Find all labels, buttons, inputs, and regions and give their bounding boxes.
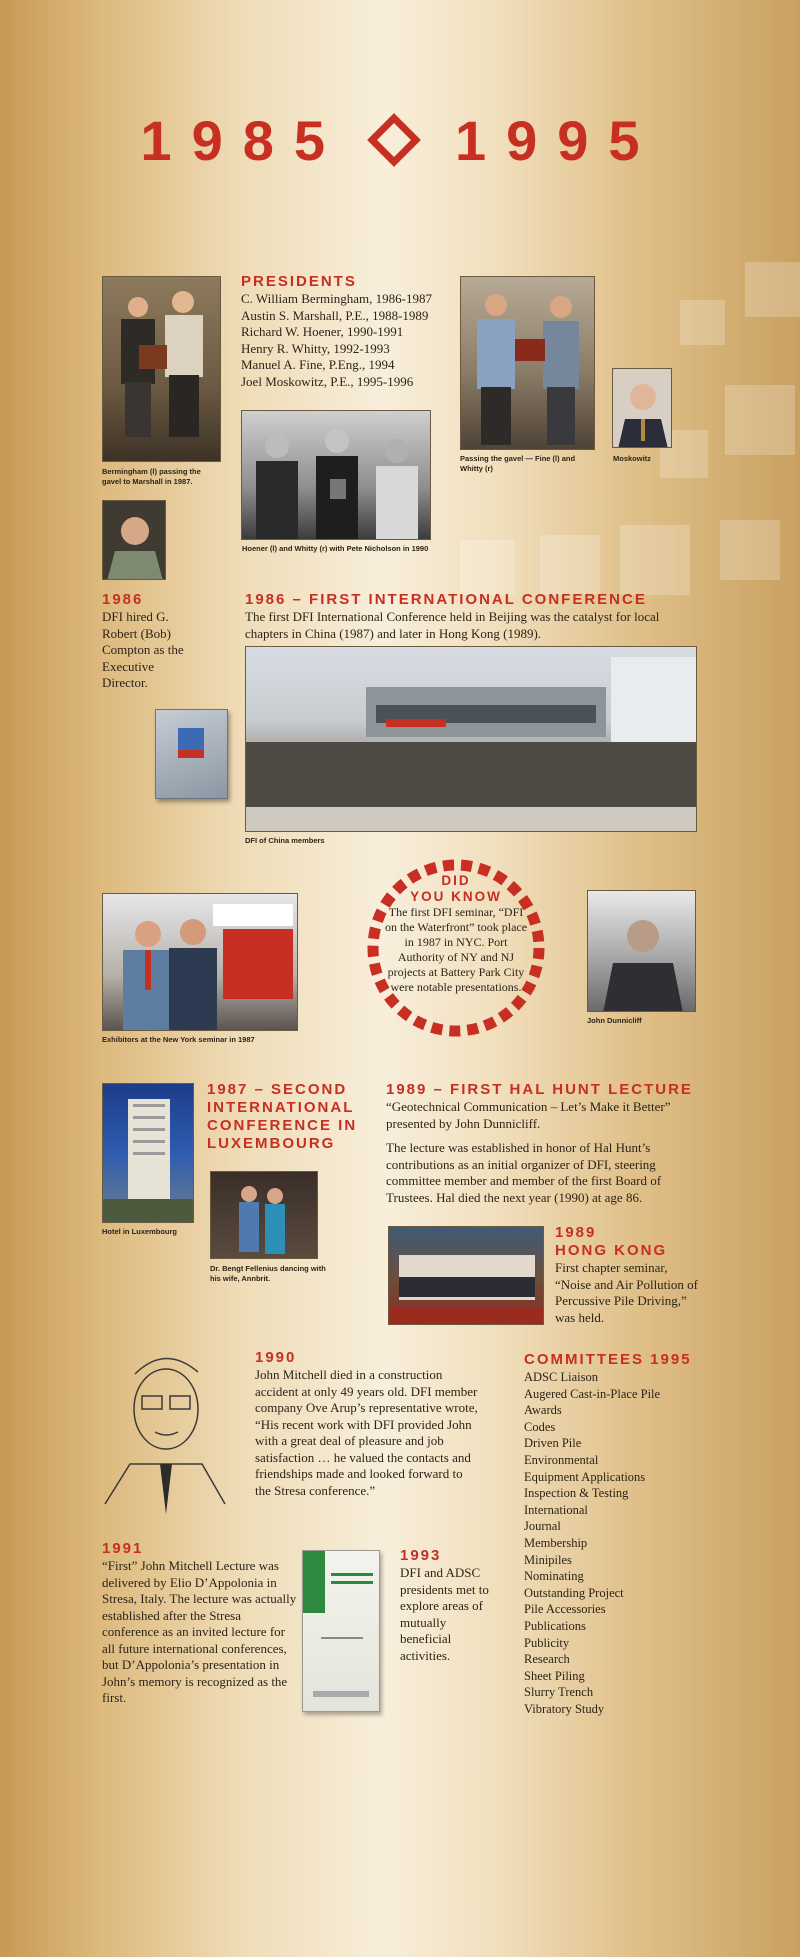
text-1989-hong-kong: First chapter seminar, “Noise and Air Pollution of Percussive Pile Driving,” was held. [555, 1260, 698, 1325]
president-name: Austin S. Marshall, P.E., 1988-1989 [241, 307, 429, 323]
caption-bermingham: Bermingham (l) passing the gavel to Marshall in 1987. [102, 467, 201, 486]
committee-item: Membership [524, 1535, 588, 1550]
presidents-section [241, 273, 461, 390]
mitchell-sketch [100, 1344, 230, 1526]
portrait-illustration [588, 891, 696, 1012]
decorative-square [680, 300, 725, 345]
caption-exhibitors: Exhibitors at the New York seminar in 1987 [102, 1035, 255, 1044]
text-1989-lecture-2: The lecture was established in honor of Hal Hunt’s contributions as an initial organizer of DFI, steering committee member and member of the first Board of Trustees. Hal died the next year (1990) at age 86. [386, 1140, 662, 1205]
decorative-square [720, 520, 780, 580]
committee-item: Publications [524, 1618, 586, 1633]
caption-moskowitz: Moskowitz [613, 454, 651, 463]
heading-1990: 1990 [255, 1349, 297, 1366]
section-1990 [255, 1349, 480, 1499]
decorative-square [620, 525, 690, 595]
bermingham-photo [102, 276, 221, 462]
committee-item: Codes [524, 1419, 556, 1434]
committees-list [524, 1369, 709, 1717]
heading-1989-lecture: 1989 – FIRST HAL HUNT LECTURE [386, 1081, 693, 1098]
caption-china: DFI of China members [245, 836, 325, 845]
committee-item: Journal [524, 1519, 561, 1534]
section-1991 [102, 1540, 300, 1707]
presidents-heading: PRESIDENTS [241, 273, 357, 290]
compton-photo [102, 500, 166, 580]
caption-hoener: Hoener (l) and Whitty (r) with Pete Nicholson in 1990 [242, 544, 429, 553]
text-1990: John Mitchell died in a construction accident at only 49 years old. DFI member company Ove Arup’s representative wrote, “His recent work with DFI provided John with a great deal of pleasure and job satisfaction … he valued the contacts and friendships made and looked forward to the Stresa conference.” [255, 1367, 478, 1498]
committees-heading: COMMITTEES 1995 [524, 1351, 692, 1368]
text-1986-conference: The first DFI International Conference held in Beijing was the catalyst for local chapters in China (1987) and later in Hong Kong (1989). [245, 609, 660, 641]
portrait-illustration [613, 369, 672, 448]
people-illustration [103, 894, 298, 1031]
committee-item: Vibratory Study [524, 1701, 605, 1716]
section-1989-lecture [386, 1081, 694, 1206]
decorative-square [745, 262, 800, 317]
heading-1991: 1991 [102, 1540, 144, 1557]
did-you-know-heading-1: DID [441, 873, 471, 888]
china-members-photo [245, 646, 697, 832]
president-name: Richard W. Hoener, 1990-1991 [241, 324, 404, 339]
committee-item: Environmental [524, 1452, 599, 1467]
committee-item: International [524, 1502, 588, 1517]
fine-whitty-photo [460, 276, 595, 450]
section-1993 [400, 1547, 492, 1664]
portrait-sketch-illustration [100, 1344, 230, 1526]
heading-1989-hk-year: 1989 [555, 1224, 597, 1241]
heading-1986-conference: 1986 – FIRST INTERNATIONAL CONFERENCE [245, 591, 647, 608]
text-1989-lecture-1: “Geotechnical Communication – Let’s Make it Better” presented by John Dunnicliff. [386, 1099, 671, 1131]
committee-item: Pile Accessories [524, 1602, 606, 1617]
committee-item: Nominating [524, 1569, 584, 1584]
committee-item: Research [524, 1652, 570, 1667]
caption-fellenius: Dr. Bengt Fellenius dancing with his wife, Annbrit. [210, 1264, 326, 1283]
caption-dunnicliff: John Dunnicliff [587, 1016, 642, 1025]
hoener-whitty-photo [241, 410, 431, 540]
heading-1987: 1987 – SECOND INTERNATIONAL CONFERENCE IN LUXEMBOURG [207, 1081, 358, 1152]
section-1989-hong-kong [555, 1224, 705, 1326]
president-name: C. William Bermingham, 1986-1987 [241, 291, 432, 306]
committees-section [524, 1351, 709, 1717]
committee-item: Augered Cast-in-Place Pile [524, 1386, 661, 1401]
caption-hotel: Hotel in Luxembourg [102, 1227, 177, 1236]
committee-item: Awards [524, 1403, 562, 1418]
did-you-know-callout [365, 857, 547, 1039]
committee-item: Sheet Piling [524, 1668, 585, 1683]
committee-item: Publicity [524, 1635, 570, 1650]
president-name: Henry R. Whitty, 1992-1993 [241, 340, 390, 356]
title-end-year: 1995 [455, 109, 660, 172]
president-name: Manuel A. Fine, P.Eng., 1994 [241, 357, 395, 372]
page-title [0, 108, 800, 173]
committee-item: Outstanding Project [524, 1585, 624, 1600]
committee-item: Inspection & Testing [524, 1486, 629, 1501]
president-name: Joel Moskowitz, P.E., 1995-1996 [241, 373, 414, 389]
title-start-year: 1985 [140, 109, 345, 172]
building-illustration [103, 1084, 194, 1223]
people-illustration [242, 411, 431, 540]
section-1987 [207, 1081, 367, 1153]
hong-kong-seminar-photo [388, 1226, 544, 1325]
portrait-illustration [103, 501, 166, 580]
committee-item: Minipiles [524, 1552, 572, 1567]
diamond-icon [367, 113, 421, 167]
exhibitors-photo [102, 893, 298, 1031]
people-illustration [211, 1172, 318, 1259]
text-1993: DFI and ADSC presidents met to explore areas of mutually beneficial activities. [400, 1565, 489, 1663]
heading-1989-hk-place: HONG KONG [555, 1242, 668, 1259]
group-illustration [246, 647, 697, 832]
conference-book-image [155, 709, 228, 799]
caption-fine-whitty: Passing the gavel — Fine (l) and Whitty (r) [460, 454, 576, 473]
dunnicliff-photo [587, 890, 696, 1012]
did-you-know-text: The first DFI seminar, “DFI on the Waterfront” took place in 1987 in NYC. Port Authority of NY and NJ projects at Battery Park City were notable presentations. [384, 905, 528, 994]
section-1986-conference [245, 591, 705, 642]
luxembourg-hotel-photo [102, 1083, 194, 1223]
stresa-booklet-image [302, 1550, 380, 1712]
text-1991: “First” John Mitchell Lecture was delivered by Elio D’Appolonia in Stresa, Italy. The lecture was actually established after the Stresa conference as an invited lecture for all future international conferences, but D’Appolonia’s presentation in John’s memory is recognized as the first. [102, 1558, 297, 1705]
decorative-square [725, 385, 795, 455]
decorative-square [460, 540, 515, 595]
group-illustration [389, 1227, 544, 1325]
people-illustration [461, 277, 595, 450]
fellenius-dancing-photo [210, 1171, 318, 1259]
heading-1993: 1993 [400, 1547, 442, 1564]
moskowitz-photo [612, 368, 672, 448]
committee-item: ADSC Liaison [524, 1370, 598, 1384]
committee-item: Slurry Trench [524, 1685, 594, 1700]
decorative-square [540, 535, 600, 595]
committee-item: Driven Pile [524, 1436, 582, 1451]
people-illustration [103, 277, 221, 462]
did-you-know-heading-2: YOU KNOW [410, 889, 502, 904]
heading-1986: 1986 [102, 591, 144, 608]
committee-item: Equipment Applications [524, 1469, 646, 1484]
text-1986: DFI hired G. Robert (Bob) Compton as the Executive Director. [102, 609, 184, 690]
section-1986 [102, 591, 202, 692]
